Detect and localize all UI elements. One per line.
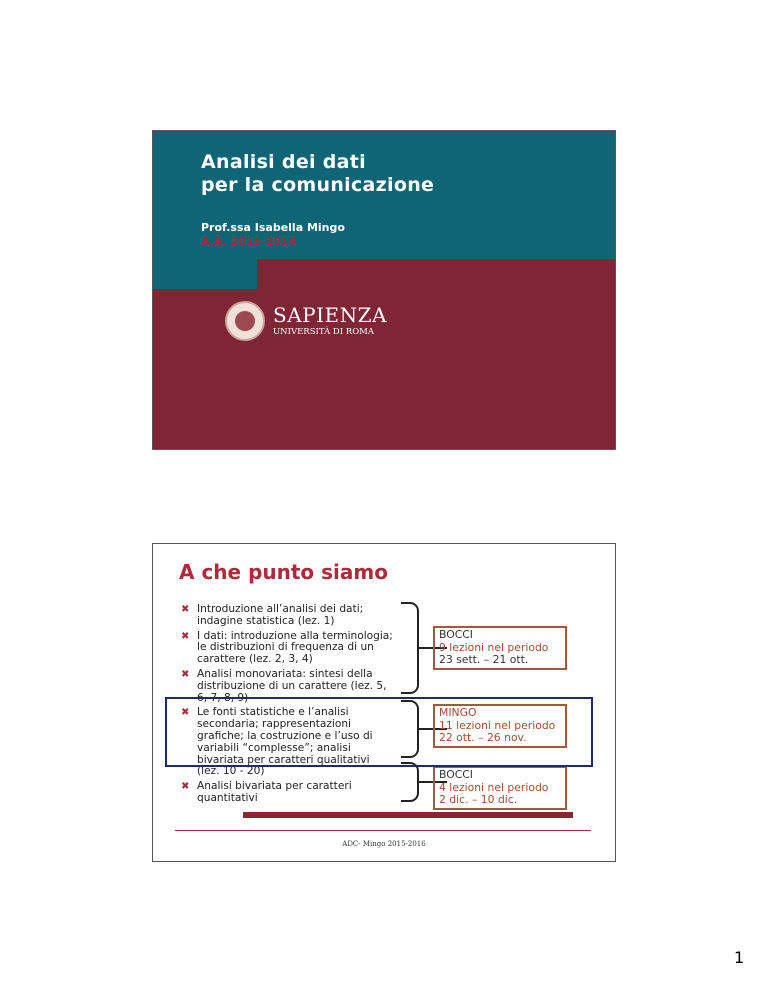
professor-name: Prof.ssa Isabella Mingo xyxy=(201,221,345,234)
list-item: ✖ Analisi bivariata per caratteri quantitativi xyxy=(181,780,352,804)
lesson-period: 2 dic. – 10 dic. xyxy=(439,793,518,806)
academic-year: A.A. 2015-2016 xyxy=(201,235,297,248)
slide-heading: A che punto siamo xyxy=(179,560,388,584)
title-line-2: per la comunicazione xyxy=(201,174,435,196)
lesson-period: 23 sett. – 21 ott. xyxy=(439,653,529,666)
decorative-bar xyxy=(243,812,573,818)
instructor-name: BOCCI xyxy=(439,768,473,781)
cross-bullet-icon: ✖ xyxy=(181,630,190,642)
current-section-highlight xyxy=(165,697,593,767)
instructor-name: MINGO xyxy=(439,706,477,719)
list-item: ✖ Introduzione all’analisi dei dati; indagine statistica (lez. 1) xyxy=(181,603,364,627)
seal-icon xyxy=(225,301,265,341)
schedule-box-bocci-1 xyxy=(433,626,567,670)
lesson-count: 11 lezioni nel periodo xyxy=(439,718,556,732)
lesson-count: 9 lezioni nel periodo xyxy=(439,640,549,654)
university-logo xyxy=(225,301,465,341)
list-item: ✖ I dati: introduzione alla terminologia; le distribuzioni di frequenza di un carattere (lez. 2, 3, 4) xyxy=(181,629,393,666)
footer-rule xyxy=(175,830,591,831)
title-line-1: Analisi dei dati xyxy=(201,151,366,173)
instructor-name: BOCCI xyxy=(439,628,473,641)
cross-bullet-icon: ✖ xyxy=(181,604,190,615)
cross-bullet-icon: ✖ xyxy=(181,781,190,793)
title-panel-tab xyxy=(153,259,257,289)
logo-subtitle: UNIVERSITÀ DI ROMA xyxy=(273,327,375,337)
list-item: ✖ Le fonti statistiche e l’analisi secondaria; rappresentazioni grafiche; la costruzione e l’uso di variabili “complesse”; analisi bivariata per caratteri qualitativi (lez. 10 - 20) xyxy=(181,706,373,778)
slide-title xyxy=(201,151,434,197)
schedule-box-bocci-2 xyxy=(433,766,567,810)
slide-footer: ADC- Mingo 2015-2016 xyxy=(342,840,426,848)
lesson-period: 22 ott. – 26 nov. xyxy=(439,731,527,744)
cross-bullet-icon: ✖ xyxy=(181,707,190,719)
logo-name: SAPIENZA xyxy=(273,303,387,327)
list-item: ✖ Analisi monovariata: sintesi della distribuzione di un carattere (lez. 5, 6, 7, 8, 9) xyxy=(181,667,387,704)
page-number: 1 xyxy=(734,948,745,967)
progress-slide xyxy=(152,543,616,862)
cross-bullet-icon: ✖ xyxy=(181,668,190,680)
title-slide xyxy=(152,130,616,450)
lesson-count: 4 lezioni nel periodo xyxy=(439,780,549,794)
